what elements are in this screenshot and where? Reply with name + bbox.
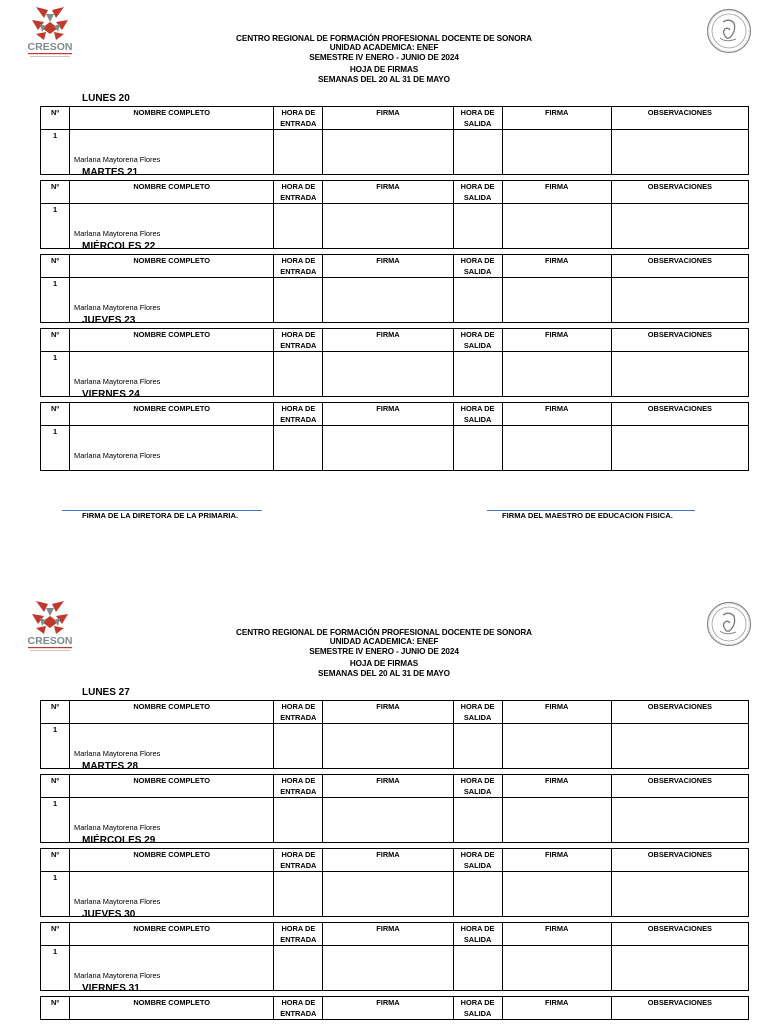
row-name: Marlana Maytorena Flores [70,872,274,917]
observations-cell[interactable] [611,130,748,175]
row-name: Marlana Maytorena Flores [70,798,274,843]
row-number: 1 [41,426,70,471]
table-header-row [41,775,749,798]
weeks-range: SEMANAS DEL 20 AL 31 DE MAYO [318,668,450,678]
observations-cell[interactable] [611,798,748,843]
col-observations: OBSERVACIONES [611,701,748,724]
observations-cell[interactable] [611,872,748,917]
entry-time-cell[interactable] [274,352,323,397]
col-number: Nº [41,255,70,278]
col-signature-out: FIRMA [502,849,611,872]
attendance-table [40,848,749,917]
col-full-name: NOMBRE COMPLETO [70,701,274,724]
entry-time-cell[interactable] [274,724,323,769]
entry-time-cell[interactable] [274,872,323,917]
observations-cell[interactable] [611,204,748,249]
col-signature-out: FIRMA [502,329,611,352]
col-exit-time: HORA DE SALIDA [453,923,502,946]
day-label: MIÉRCOLES 22 [82,241,156,252]
col-signature-in: FIRMA [323,997,453,1020]
col-signature-out: FIRMA [502,107,611,130]
col-number: Nº [41,775,70,798]
col-full-name: NOMBRE COMPLETO [70,849,274,872]
signature-pe-teacher: FIRMA DEL MAESTRO DE EDUCACION FISICA. [502,511,673,520]
exit-time-cell[interactable] [453,278,502,323]
row-name: Marlana Maytorena Flores [70,278,274,323]
col-entry-time: HORA DE ENTRADA [274,775,323,798]
col-signature-out: FIRMA [502,923,611,946]
col-entry-time: HORA DE ENTRADA [274,255,323,278]
row-name: Marlana Maytorena Flores [70,352,274,397]
table-row [41,130,749,175]
col-signature-in: FIRMA [323,923,453,946]
col-exit-time: HORA DE SALIDA [453,329,502,352]
signature-in-cell[interactable] [323,724,453,769]
exit-time-cell[interactable] [453,798,502,843]
col-number: Nº [41,107,70,130]
row-number: 1 [41,946,70,991]
col-observations: OBSERVACIONES [611,255,748,278]
day-label: MARTES 21 [82,167,139,178]
col-observations: OBSERVACIONES [611,923,748,946]
signature-in-cell[interactable] [323,798,453,843]
exit-time-cell[interactable] [453,204,502,249]
exit-time-cell[interactable] [453,872,502,917]
col-observations: OBSERVACIONES [611,775,748,798]
col-entry-time: HORA DE ENTRADA [274,107,323,130]
col-signature-in: FIRMA [323,701,453,724]
entry-time-cell[interactable] [274,278,323,323]
row-number: 1 [41,352,70,397]
semester: SEMESTRE IV ENERO - JUNIO DE 2024 [309,52,459,62]
signature-in-cell[interactable] [323,872,453,917]
signature-out-cell[interactable] [502,130,611,175]
day-label: MARTES 28 [82,761,139,772]
attendance-table [40,254,749,323]
day-label: JUEVES 30 [82,909,136,920]
col-signature-out: FIRMA [502,997,611,1020]
table-row [41,426,749,471]
col-observations: OBSERVACIONES [611,403,748,426]
col-exit-time: HORA DE SALIDA [453,107,502,130]
entry-time-cell[interactable] [274,204,323,249]
col-full-name: NOMBRE COMPLETO [70,107,274,130]
col-exit-time: HORA DE SALIDA [453,701,502,724]
exit-time-cell[interactable] [453,946,502,991]
col-exit-time: HORA DE SALIDA [453,849,502,872]
col-observations: OBSERVACIONES [611,329,748,352]
table-header-row [41,255,749,278]
col-number: Nº [41,997,70,1020]
document-header [0,34,768,84]
col-exit-time: HORA DE SALIDA [453,181,502,204]
logo-text: CRESON [27,635,73,647]
attendance-table [40,328,749,397]
col-signature-in: FIRMA [323,403,453,426]
table-row [41,724,749,769]
row-name: Marlana Maytorena Flores [70,946,274,991]
signature-in-cell[interactable] [323,278,453,323]
attendance-table [40,700,749,769]
col-signature-in: FIRMA [323,329,453,352]
col-number: Nº [41,403,70,426]
col-observations: OBSERVACIONES [611,107,748,130]
col-number: Nº [41,923,70,946]
attendance-table [40,996,749,1020]
table-row [41,278,749,323]
col-signature-in: FIRMA [323,255,453,278]
row-number: 1 [41,798,70,843]
signature-out-cell[interactable] [502,798,611,843]
col-exit-time: HORA DE SALIDA [453,403,502,426]
col-number: Nº [41,329,70,352]
col-observations: OBSERVACIONES [611,181,748,204]
exit-time-cell[interactable] [453,724,502,769]
signature-in-cell[interactable] [323,130,453,175]
col-entry-time: HORA DE ENTRADA [274,849,323,872]
row-name: Marlana Maytorena Flores [70,204,274,249]
attendance-table [40,106,749,175]
col-entry-time: HORA DE ENTRADA [274,997,323,1020]
col-full-name: NOMBRE COMPLETO [70,255,274,278]
sheet-title: HOJA DE FIRMAS [349,659,419,669]
observations-cell[interactable] [611,946,748,991]
col-observations: OBSERVACIONES [611,997,748,1020]
day-label: VIERNES 31 [82,983,140,994]
institution-name: CENTRO REGIONAL DE FORMACIÓN PROFESIONAL DOCENTE DE SONORA [236,628,532,637]
col-full-name: NOMBRE COMPLETO [70,403,274,426]
observations-cell[interactable] [611,426,748,471]
entry-time-cell[interactable] [274,798,323,843]
signature-in-cell[interactable] [323,352,453,397]
observations-cell[interactable] [611,278,748,323]
table-header-row [41,181,749,204]
entry-time-cell[interactable] [274,946,323,991]
row-number: 1 [41,278,70,323]
exit-time-cell[interactable] [453,352,502,397]
col-signature-in: FIRMA [323,181,453,204]
col-entry-time: HORA DE ENTRADA [274,403,323,426]
col-exit-time: HORA DE SALIDA [453,997,502,1020]
table-header-row [41,849,749,872]
exit-time-cell[interactable] [453,130,502,175]
table-header-row [41,403,749,426]
attendance-table [40,774,749,843]
row-name: Marlana Maytorena Flores [70,130,274,175]
signature-in-cell[interactable] [323,946,453,991]
col-full-name: NOMBRE COMPLETO [70,775,274,798]
day-label: JUEVES 23 [82,315,136,326]
attendance-table [40,402,749,471]
table-header-row [41,329,749,352]
signature-out-cell[interactable] [502,724,611,769]
attendance-table [40,180,749,249]
table-header-row [41,997,749,1020]
table-header-row [41,701,749,724]
academic-unit: UNIDAD ACADEMICA: ENEF [329,637,439,647]
signature-out-cell[interactable] [502,352,611,397]
day-label: LUNES 27 [82,687,130,698]
col-full-name: NOMBRE COMPLETO [70,997,274,1020]
col-entry-time: HORA DE ENTRADA [274,701,323,724]
col-entry-time: HORA DE ENTRADA [274,181,323,204]
signature-out-cell[interactable] [502,872,611,917]
attendance-table [40,922,749,991]
table-row [41,946,749,991]
signature-out-cell[interactable] [502,946,611,991]
col-number: Nº [41,701,70,724]
signature-out-cell[interactable] [502,278,611,323]
signature-out-cell[interactable] [502,204,611,249]
col-signature-in: FIRMA [323,107,453,130]
exit-time-cell[interactable] [453,426,502,471]
col-signature-out: FIRMA [502,181,611,204]
institution-name: CENTRO REGIONAL DE FORMACIÓN PROFESIONAL DOCENTE DE SONORA [236,34,532,43]
col-number: Nº [41,181,70,204]
col-number: Nº [41,849,70,872]
row-number: 1 [41,204,70,249]
col-full-name: NOMBRE COMPLETO [70,923,274,946]
row-number: 1 [41,872,70,917]
table-header-row [41,107,749,130]
col-entry-time: HORA DE ENTRADA [274,923,323,946]
col-signature-out: FIRMA [502,701,611,724]
table-row [41,872,749,917]
table-row [41,352,749,397]
day-label: VIERNES 24 [82,389,140,400]
sheet-title: HOJA DE FIRMAS [349,65,419,75]
entry-time-cell[interactable] [274,426,323,471]
col-signature-out: FIRMA [502,255,611,278]
row-name: Marlana Maytorena Flores [70,426,274,471]
row-name: Marlana Maytorena Flores [70,724,274,769]
document-header [0,628,768,678]
observations-cell[interactable] [611,352,748,397]
col-signature-out: FIRMA [502,403,611,426]
day-label: LUNES 20 [82,93,130,104]
col-full-name: NOMBRE COMPLETO [70,329,274,352]
col-exit-time: HORA DE SALIDA [453,255,502,278]
col-observations: OBSERVACIONES [611,849,748,872]
col-entry-time: HORA DE ENTRADA [274,329,323,352]
weeks-range: SEMANAS DEL 20 AL 31 DE MAYO [318,74,450,84]
day-label: MIÉRCOLES 29 [82,835,156,846]
col-full-name: NOMBRE COMPLETO [70,181,274,204]
entry-time-cell[interactable] [274,130,323,175]
table-header-row [41,923,749,946]
col-signature-out: FIRMA [502,775,611,798]
col-signature-in: FIRMA [323,849,453,872]
observations-cell[interactable] [611,724,748,769]
logo-text: CRESON [27,41,73,53]
semester: SEMESTRE IV ENERO - JUNIO DE 2024 [309,646,459,656]
signature-in-cell[interactable] [323,204,453,249]
signature-director: FIRMA DE LA DIRETORA DE LA PRIMARIA. [82,511,239,520]
col-exit-time: HORA DE SALIDA [453,775,502,798]
signature-out-cell[interactable] [502,426,611,471]
signature-in-cell[interactable] [323,426,453,471]
row-number: 1 [41,130,70,175]
row-number: 1 [41,724,70,769]
academic-unit: UNIDAD ACADEMICA: ENEF [329,43,439,53]
col-signature-in: FIRMA [323,775,453,798]
